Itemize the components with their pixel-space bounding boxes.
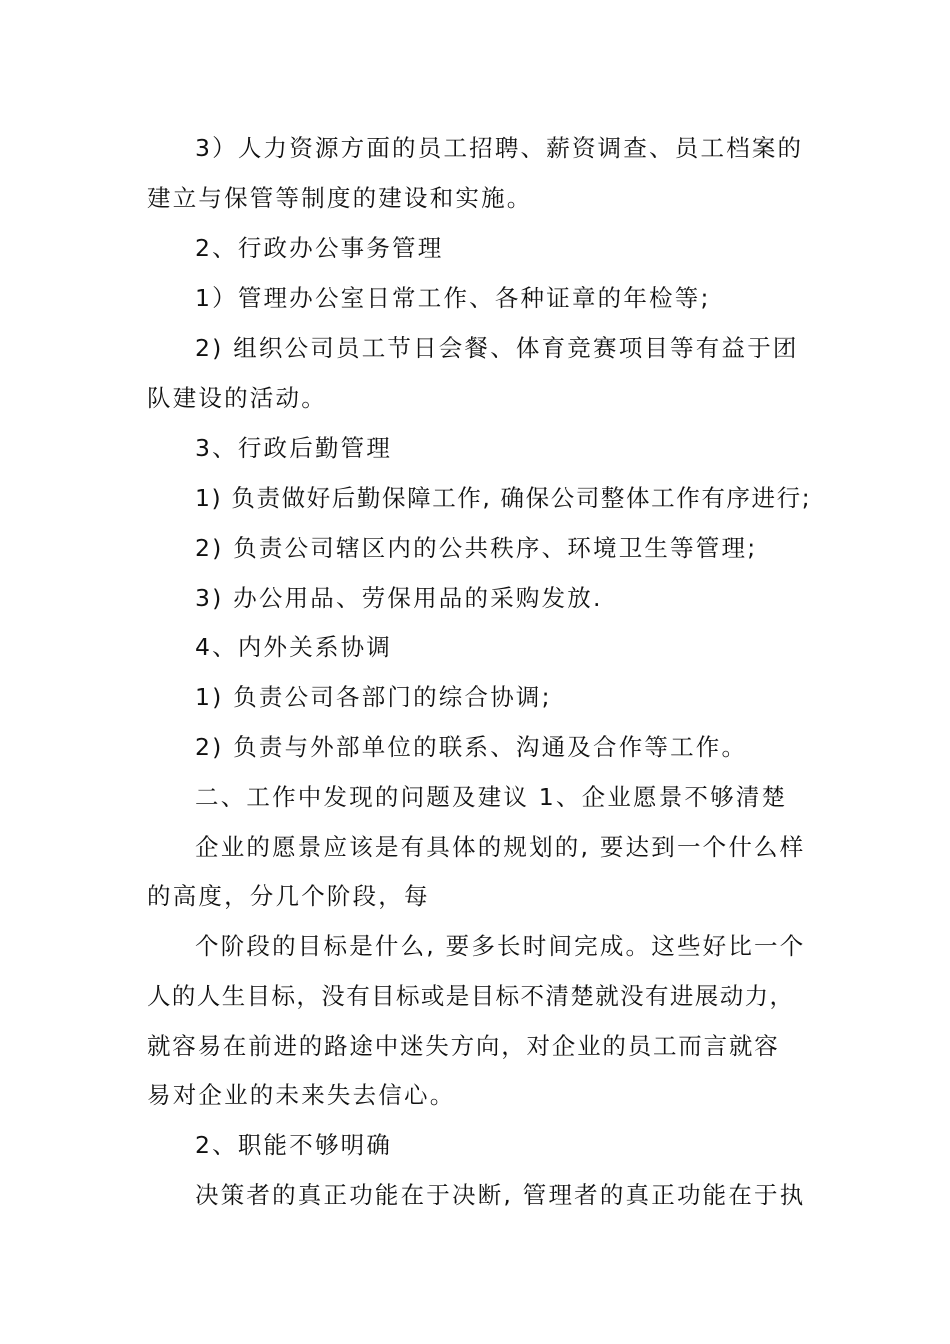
paragraph-line: 企业的愿景应该是有具体的规划的, 要达到一个什么样 xyxy=(195,833,806,861)
section-heading: 3、行政后勤管理 xyxy=(195,434,393,462)
paragraph-line: 的高度，分几个阶段，每 xyxy=(147,882,430,910)
paragraph-line: 2) 负责与外部单位的联系、沟通及合作等工作。 xyxy=(195,733,748,761)
paragraph-line: 队建设的活动。 xyxy=(147,384,327,412)
paragraph-line: 1) 负责做好后勤保障工作, 确保公司整体工作有序进行; xyxy=(195,484,812,512)
paragraph-line: 3) 办公用品、劳保用品的采购发放. xyxy=(195,584,603,612)
section-heading: 4、内外关系协调 xyxy=(195,633,393,661)
section-heading: 2、职能不够明确 xyxy=(195,1131,393,1159)
paragraph-line: 3）人力资源方面的员工招聘、薪资调查、员工档案的 xyxy=(195,134,804,162)
section-heading: 二、工作中发现的问题及建议 1、企业愿景不够清楚 xyxy=(195,783,788,811)
paragraph-line: 1) 负责公司各部门的综合协调; xyxy=(195,683,552,711)
paragraph-line: 建立与保管等制度的建设和实施。 xyxy=(147,184,533,212)
section-heading: 2、行政办公事务管理 xyxy=(195,234,444,262)
paragraph-line: 人的人生目标，没有目标或是目标不清楚就没有进展动力， xyxy=(147,982,795,1010)
paragraph-line: 就容易在前进的路途中迷失方向，对企业的员工而言就容 xyxy=(147,1032,780,1060)
paragraph-line: 决策者的真正功能在于决断, 管理者的真正功能在于执 xyxy=(195,1181,806,1209)
paragraph-line: 2) 负责公司辖区内的公共秩序、环境卫生等管理; xyxy=(195,534,758,562)
paragraph-line: 1）管理办公室日常工作、各种证章的年检等; xyxy=(195,284,711,312)
paragraph-line: 2) 组织公司员工节日会餐、体育竞赛项目等有益于团 xyxy=(195,334,799,362)
paragraph-line: 易对企业的未来失去信心。 xyxy=(147,1081,456,1109)
paragraph-line: 个阶段的目标是什么, 要多长时间完成。这些好比一个 xyxy=(195,932,806,960)
